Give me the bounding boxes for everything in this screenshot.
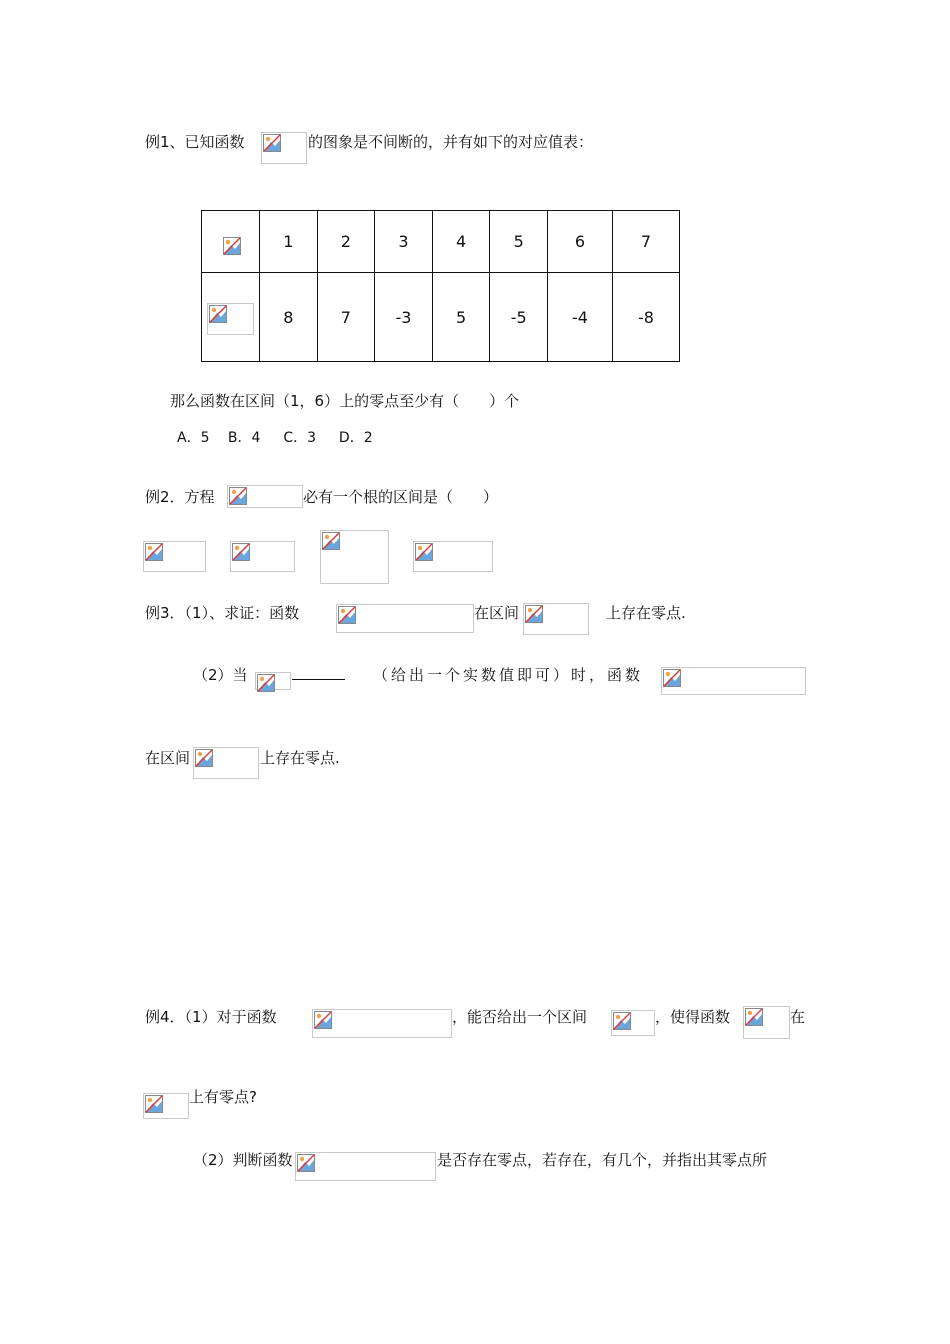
ex1-tail: 的图象是不间断的，并有如下的对应值表： xyxy=(308,133,594,151)
ex4-part2-tail: 是否存在零点，若存在，有几个，并指出其零点所 xyxy=(437,1151,768,1169)
table-cell: 1 xyxy=(260,211,318,273)
ex1-options: A．5 B．4 C．3 D．2 xyxy=(177,430,373,446)
table-cell: 5 xyxy=(490,211,548,273)
ex2-tail: 必有一个根的区间是（ ） xyxy=(303,488,499,506)
table-cell: 2 xyxy=(317,211,375,273)
table-row xyxy=(202,273,680,362)
broken-image-icon xyxy=(209,305,227,323)
ex3-part2-mid: （给出一个实数值即可）时，函数 xyxy=(373,666,644,684)
ex3-line3-tail: 上存在零点. xyxy=(260,749,340,767)
broken-image-icon xyxy=(297,1154,315,1172)
broken-image-icon xyxy=(232,543,250,561)
broken-image-icon xyxy=(145,1095,163,1113)
table-row xyxy=(202,211,680,273)
ex3-line3-prefix: 在区间 xyxy=(145,749,191,767)
broken-image-icon xyxy=(223,237,241,255)
ex4-mid: ，能否给出一个区间 xyxy=(452,1008,588,1026)
option-image-b xyxy=(230,541,295,572)
table-cell: -4 xyxy=(548,273,613,362)
ex4-line2-tail: 上有零点? xyxy=(189,1088,257,1106)
ex2-label: 例2．方程 xyxy=(145,488,215,506)
option-image-a xyxy=(143,541,206,572)
formula-image xyxy=(143,1093,189,1119)
broken-image-icon xyxy=(263,134,281,152)
formula-image xyxy=(661,667,806,695)
formula-image xyxy=(523,603,589,635)
formula-image xyxy=(743,1006,790,1039)
answer-blank[interactable] xyxy=(292,662,345,679)
table-cell: -5 xyxy=(490,273,548,362)
ex3-part2-prefix: （2）当 xyxy=(193,666,248,684)
ex4-part2-prefix: （2）判断函数 xyxy=(193,1151,293,1169)
ex4-label: 例4．（1）对于函数 xyxy=(145,1008,277,1026)
broken-image-icon xyxy=(338,606,356,624)
formula-image xyxy=(336,604,474,633)
x-header-cell xyxy=(202,211,260,273)
broken-image-icon xyxy=(257,674,275,692)
broken-image-icon xyxy=(314,1011,332,1029)
table-cell: 3 xyxy=(375,211,433,273)
ex1-question: 那么函数在区间（1，6）上的零点至少有（ ）个 xyxy=(170,392,520,410)
y-header-cell xyxy=(202,273,260,362)
formula-image xyxy=(261,132,307,164)
ex3-label: 例3．（1）、求证：函数 xyxy=(145,604,300,622)
formula-image xyxy=(207,303,254,335)
table-cell: 7 xyxy=(613,211,680,273)
formula-image xyxy=(255,672,291,690)
broken-image-icon xyxy=(663,669,681,687)
ex3-tail: 上存在零点. xyxy=(606,604,686,622)
broken-image-icon xyxy=(525,605,543,623)
formula-image xyxy=(227,485,303,508)
table-cell: 4 xyxy=(432,211,490,273)
formula-image xyxy=(193,747,259,779)
formula-image xyxy=(312,1009,452,1038)
broken-image-icon xyxy=(195,749,213,767)
broken-image-icon xyxy=(229,487,247,505)
value-table xyxy=(201,210,680,362)
formula-image xyxy=(295,1152,436,1181)
table-cell: 8 xyxy=(260,273,318,362)
broken-image-icon xyxy=(745,1008,763,1026)
option-image-c xyxy=(320,530,389,584)
option-image-d xyxy=(413,541,493,572)
table-cell: 6 xyxy=(548,211,613,273)
formula-image xyxy=(611,1010,655,1036)
broken-image-icon xyxy=(415,543,433,561)
table-cell: 5 xyxy=(432,273,490,362)
table-cell: -3 xyxy=(375,273,433,362)
table-cell: 7 xyxy=(317,273,375,362)
table-cell: -8 xyxy=(613,273,680,362)
ex3-mid: 在区间 xyxy=(474,604,520,622)
ex4-mid2: ，使得函数 xyxy=(655,1008,731,1026)
ex4-tail: 在 xyxy=(790,1008,806,1026)
broken-image-icon xyxy=(322,532,340,550)
ex1-label: 例1、已知函数 xyxy=(145,133,245,151)
broken-image-icon xyxy=(613,1012,631,1030)
broken-image-icon xyxy=(145,543,163,561)
